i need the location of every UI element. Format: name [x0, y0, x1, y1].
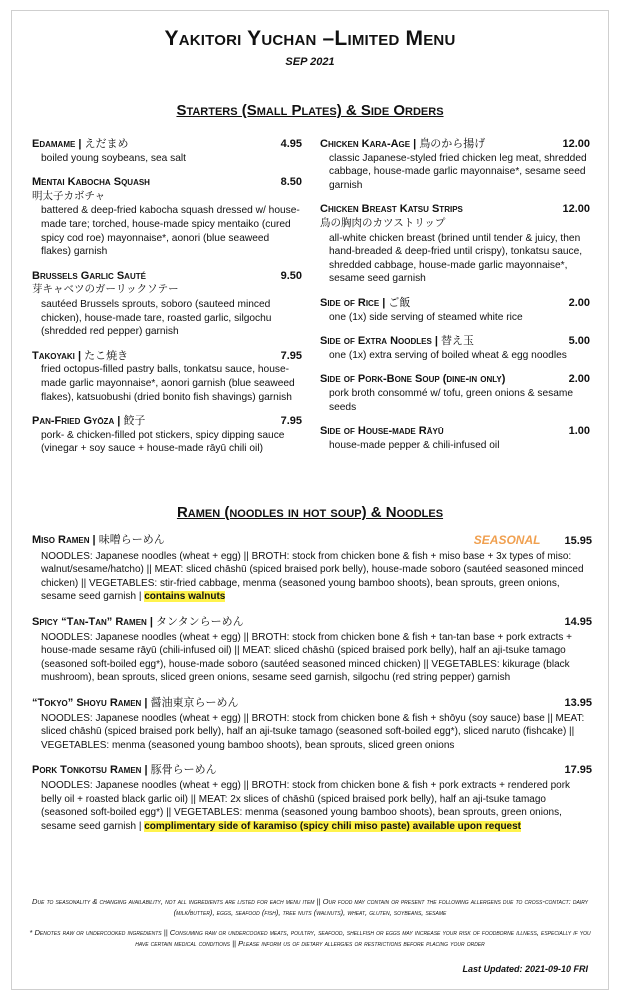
item-description: battered & deep-fried kabocha squash dressed w/ house-made tare; torched, house-made spicy mentaiko (cured spicy cod roe) mayonnaise*, aonori (blue seaweed flakes) garnish — [41, 205, 300, 258]
item-price: 2.00 — [568, 296, 590, 309]
item-name: Chicken Breast Katsu Strips — [320, 203, 463, 216]
ramen-header — [32, 764, 592, 778]
item-price: 1.00 — [568, 425, 590, 438]
menu-item — [32, 138, 302, 165]
item-header — [32, 415, 302, 429]
item-japanese-name: たこ焼き — [84, 349, 129, 362]
menu-date: SEP 2021 — [285, 56, 335, 68]
item-title: Side of Rice | ご飯 — [320, 296, 411, 309]
item-name: Chicken Kara-Age — [320, 138, 411, 150]
menu-item — [320, 203, 590, 286]
item-name: Brussels Garlic Sauté — [32, 269, 146, 282]
item-name: Side of Pork-Bone Soup (dine-in only) — [320, 373, 506, 386]
ramen-item — [32, 616, 592, 685]
ramen-title: Miso Ramen | 味噌らーめん — [32, 534, 165, 546]
item-japanese-name: 替え玉 — [441, 335, 474, 348]
ramen-heading: Ramen (noodles in hot soup) & Noodles — [176, 504, 444, 521]
ramen-japanese-name: 豚骨らーめん — [150, 764, 217, 777]
item-header — [32, 270, 302, 284]
ramen-description — [32, 712, 592, 753]
item-price: 4.95 — [280, 138, 302, 150]
starters-right-column — [320, 138, 590, 463]
ramen-item — [32, 534, 592, 604]
item-description: pork broth consommé w/ tofu, green onions & sesame seeds — [329, 387, 574, 413]
item-japanese-name: 明太子カボチャ — [32, 189, 106, 202]
item-title: Takoyaki | たこ焼き — [32, 349, 129, 362]
item-description: all-white chicken breast (brined until tender & juicy, then hand-breaded & deep-fried until crispy), tonkatsu sauce, shredded cabbage, house-made garlic mayonnaise*, sesame seed garnish — [329, 232, 583, 285]
item-price: 7.95 — [280, 349, 302, 362]
item-description: classic Japanese-styled fried chicken leg meat, shredded cabbage, house-made garlic mayonnaise*, sesame seed garnish — [329, 152, 587, 191]
item-price: 7.95 — [280, 415, 302, 428]
item-price: 9.50 — [280, 269, 302, 282]
item-title: Edamame | えだまめ — [32, 138, 129, 150]
ramen-name: Pork Tonkotsu Ramen — [32, 764, 142, 777]
ramen-price: 14.95 — [564, 615, 592, 628]
item-header — [320, 335, 590, 349]
ramen-price: 15.95 — [564, 535, 592, 547]
ramen-description — [32, 779, 592, 833]
item-name: Takoyaki — [32, 349, 75, 362]
ramen-price-group — [474, 534, 592, 549]
highlight-note: contains walnuts — [144, 591, 226, 603]
item-description: one (1x) side serving of steamed white rice — [329, 311, 523, 323]
seasonal-badge: SEASONAL — [473, 533, 541, 547]
item-description: fried octopus-filled pastry balls, tonkatsu sauce, house-made garlic mayonnaise*, aonori garnish (blue seaweed flakes), katsuobushi (dried bonito fish shavings) garnish — [41, 364, 295, 403]
ramen-description-text: NOODLES: Japanese noodles (wheat + egg) || BROTH: stock from chicken bone & fish + miso base + 3x types of miso: walnut/sesame/hatcho) || MEAT: sliced chāshū (spiced braised pork belly), house-made soboro (sautéed seasoned minced chicken) || VEGETABLES: stir-fried cabbage, menma (seasoned young bamboo shoots), bean sprouts, green onions, sesame seed garnish | — [41, 550, 584, 603]
item-title — [320, 203, 463, 217]
ramen-price: 17.95 — [564, 764, 592, 777]
item-title — [32, 270, 146, 284]
ramen-item — [32, 764, 592, 833]
item-header — [320, 425, 590, 439]
ramen-header — [32, 616, 592, 630]
ramen-price-group — [564, 764, 592, 778]
item-title: Chicken Kara-Age | 鳥のから揚げ — [320, 138, 486, 150]
item-title: Pan-Fried Gyōza | 餃子 — [32, 415, 146, 428]
item-header — [320, 203, 590, 217]
ramen-header — [32, 697, 592, 711]
ramen-name: “Tokyo” Shoyu Ramen — [32, 696, 142, 709]
ramen-title: “Tokyo” Shoyu Ramen | 醤油東京らーめん — [32, 696, 239, 709]
menu-item — [320, 425, 590, 452]
item-header — [32, 350, 302, 364]
ramen-price-group — [564, 697, 592, 711]
item-name: Pan-Fried Gyōza — [32, 415, 115, 428]
menu-page — [11, 10, 609, 990]
ramen-description — [32, 631, 592, 685]
ramen-description-text: NOODLES: Japanese noodles (wheat + egg) || BROTH: stock from chicken bone & fish + tan-tan base + pork extracts + house-made sesame rāyū (chili-infused oil) || MEAT: sliced chāshū (spiced braised pork belly), half an aji-tsuke tamago (seasoned soft-boiled egg*), house-made soboro (sautéed seasoned minced chicken) || VEGETABLES: kikurage (black mushroom), bean sprouts, sliced green onions, sesame seed garnish, silgochu (red string pepper) garnish — [41, 631, 573, 684]
menu-item — [32, 415, 302, 456]
menu-item — [32, 350, 302, 404]
item-price: 2.00 — [568, 373, 590, 386]
item-description: pork- & chicken-filled pot stickers, spicy dipping sauce (vinegar + soy sauce + house-made rāyū chili oil) — [41, 429, 285, 455]
item-title — [320, 425, 444, 439]
raw-food-note: * Denotes raw or undercooked ingredients || Consuming raw or undercooked meats, poultry, seafood, shellfish or eggs may increase your risk of foodborne illness, especially if you have certain medical conditions || Please inform us of dietary allergies or restrictions before placing your order — [29, 928, 591, 948]
item-header — [320, 373, 590, 387]
item-price: 8.50 — [280, 176, 302, 189]
item-header — [32, 176, 302, 190]
ramen-item — [32, 697, 592, 752]
item-title — [32, 176, 150, 190]
item-name: Side of Rice — [320, 296, 380, 309]
item-japanese-name: 芽キャベツのガーリックソテー — [32, 283, 179, 296]
ramen-description-text: NOODLES: Japanese noodles (wheat + egg) || BROTH: stock from chicken bone & fish + shōyu (soy sauce) base || MEAT: sliced chāshū (spiced braised pork belly), half an aji-tsuke tamago (seasoned soft-boiled egg*), sliced naruto (fishcake) || VEGETABLES: menma (seasoned young bamboo shoots), bean sprouts, sliced green onions — [41, 712, 585, 751]
item-price: 12.00 — [562, 203, 590, 216]
starters-left-column — [32, 138, 302, 467]
ramen-name: Miso Ramen — [32, 534, 90, 546]
ramen-description-text: NOODLES: Japanese noodles (wheat + egg) || BROTH: stock from chicken bone & fish + pork extracts + rendered pork belly oil + roasted black garlic oil) || MEAT: 2x slices of chāshū (spiced braised pork belly), half an aji-tsuke tamago (seasoned soft-boiled egg*) || VEGETABLES: menma (seasoned young bamboo shoots), bean sprouts, green onions, sesame seed garnish | — [41, 779, 571, 832]
item-description: boiled young soybeans, sea salt — [41, 152, 186, 164]
highlight-note: complimentary side of karamiso (spicy chili miso paste) available upon request — [144, 820, 522, 832]
ramen-price: 13.95 — [564, 696, 592, 709]
item-price: 12.00 — [562, 138, 590, 150]
menu-item — [320, 297, 590, 324]
item-name: Edamame — [32, 138, 76, 150]
item-japanese-name: 鳥の胸肉のカツストリップ — [320, 216, 446, 229]
ramen-japanese-name: タンタンらーめん — [156, 615, 244, 628]
ramen-list — [32, 534, 592, 845]
menu-title: Yakitori Yuchan –Limited Menu — [164, 27, 456, 50]
menu-item — [320, 335, 590, 362]
ramen-japanese-name: 醤油東京らーめん — [150, 696, 239, 709]
ramen-title: Spicy “Tan-Tan” Ramen | タンタンらーめん — [32, 615, 244, 628]
menu-item — [320, 373, 590, 414]
item-japanese-name: 餃子 — [123, 415, 146, 428]
ramen-description — [32, 550, 592, 604]
ramen-header — [32, 534, 592, 549]
menu-item — [320, 138, 590, 192]
item-description: house-made pepper & chili-infused oil — [329, 439, 500, 451]
ramen-japanese-name: 味噌らーめん — [98, 534, 165, 546]
item-header — [320, 297, 590, 311]
item-price: 5.00 — [568, 335, 590, 348]
item-name: Side of House-made Rāyū — [320, 425, 444, 438]
item-japanese-name: ご飯 — [388, 296, 411, 309]
menu-item — [32, 176, 302, 259]
item-japanese-name: 鳥のから揚げ — [419, 138, 486, 150]
item-name: Mentai Kabocha Squash — [32, 176, 150, 189]
starters-heading: Starters (Small Plates) & Side Orders — [176, 102, 444, 119]
item-description: sautéed Brussels sprouts, soboro (sauteed minced chicken), house-made tare, roasted garlic, silgochu (shredded red pepper) garnish — [41, 298, 272, 338]
ramen-name: Spicy “Tan-Tan” Ramen — [32, 615, 147, 628]
item-title — [320, 373, 505, 387]
item-header — [32, 138, 302, 152]
item-name: Side of Extra Noodles — [320, 335, 432, 348]
allergen-note: Due to seasonality & changing availability, not all ingredients are listed for each menu item || Our food may contain or present the following allergens due to cross-contact: dairy (milk/butter), eggs, seafood (fish), tree nuts (walnuts), wheat, gluten, soybeans, sesame — [32, 897, 588, 917]
ramen-title: Pork Tonkotsu Ramen | 豚骨らーめん — [32, 764, 217, 777]
last-updated: Last Updated: 2021-09-10 FRI — [462, 964, 588, 974]
ramen-price-group — [564, 616, 592, 630]
menu-item — [32, 270, 302, 339]
item-title: Side of Extra Noodles | 替え玉 — [320, 335, 474, 348]
item-description: one (1x) extra serving of boiled wheat & egg noodles — [329, 349, 567, 361]
item-header — [320, 138, 590, 152]
item-japanese-name: えだまめ — [84, 138, 129, 150]
